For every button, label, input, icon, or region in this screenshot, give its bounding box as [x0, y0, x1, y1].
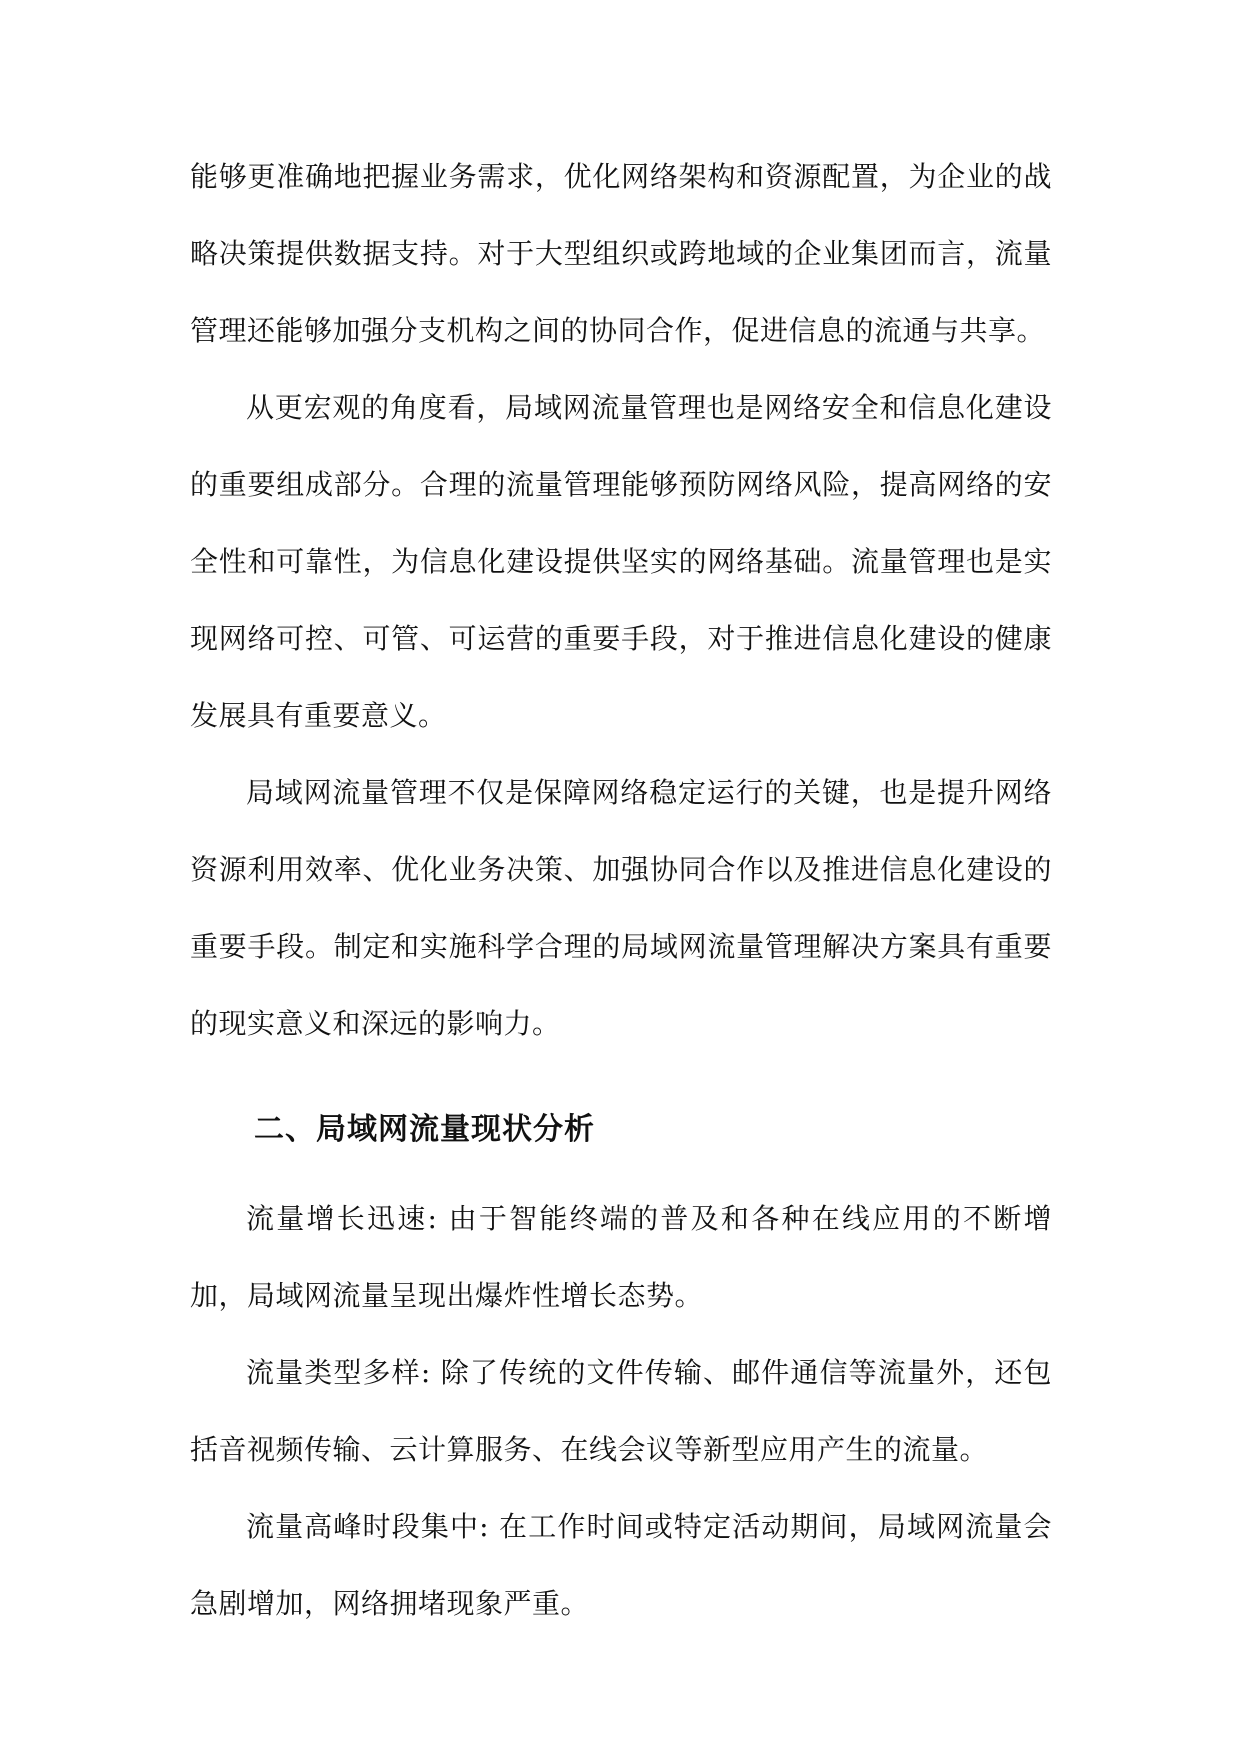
paragraph-traffic-types: 流量类型多样: 除了传统的文件传输、邮件通信等流量外，还包括音视频传输、云计算服务、在线会议等新型应用产生的流量。	[190, 1356, 1052, 1466]
paragraph-traffic-growth: 流量增长迅速: 由于智能终端的普及和各种在线应用的不断增加，局域网流量呈现出爆炸性增长态势。	[190, 1202, 1052, 1312]
paragraph-summary: 局域网流量管理不仅是保障网络稳定运行的关键，也是提升网络资源利用效率、优化业务决策、加强协同合作以及推进信息化建设的重要手段。制定和实施科学合理的局域网流量管理解决方案具有重要的现实意义和深远的影响力。	[190, 776, 1052, 1040]
paragraph-macro-perspective: 从更宏观的角度看，局域网流量管理也是网络安全和信息化建设的重要组成部分。合理的流量管理能够预防网络风险，提高网络的安全性和可靠性，为信息化建设提供坚实的网络基础。流量管理也是实现网络可控、可管、可运营的重要手段，对于推进信息化建设的健康发展具有重要意义。	[190, 391, 1052, 732]
paragraph-continuation: 能够更准确地把握业务需求，优化网络架构和资源配置，为企业的战略决策提供数据支持。对于大型组织或跨地域的企业集团而言，流量管理还能够加强分支机构之间的协同合作，促进信息的流通与共享。	[190, 160, 1052, 347]
section-heading: 二、局域网流量现状分析	[254, 1112, 595, 1147]
document-page	[190, 138, 1052, 1642]
paragraph-traffic-peak: 流量高峰时段集中: 在工作时间或特定活动期间，局域网流量会急剧增加，网络拥堵现象严重。	[190, 1510, 1052, 1620]
